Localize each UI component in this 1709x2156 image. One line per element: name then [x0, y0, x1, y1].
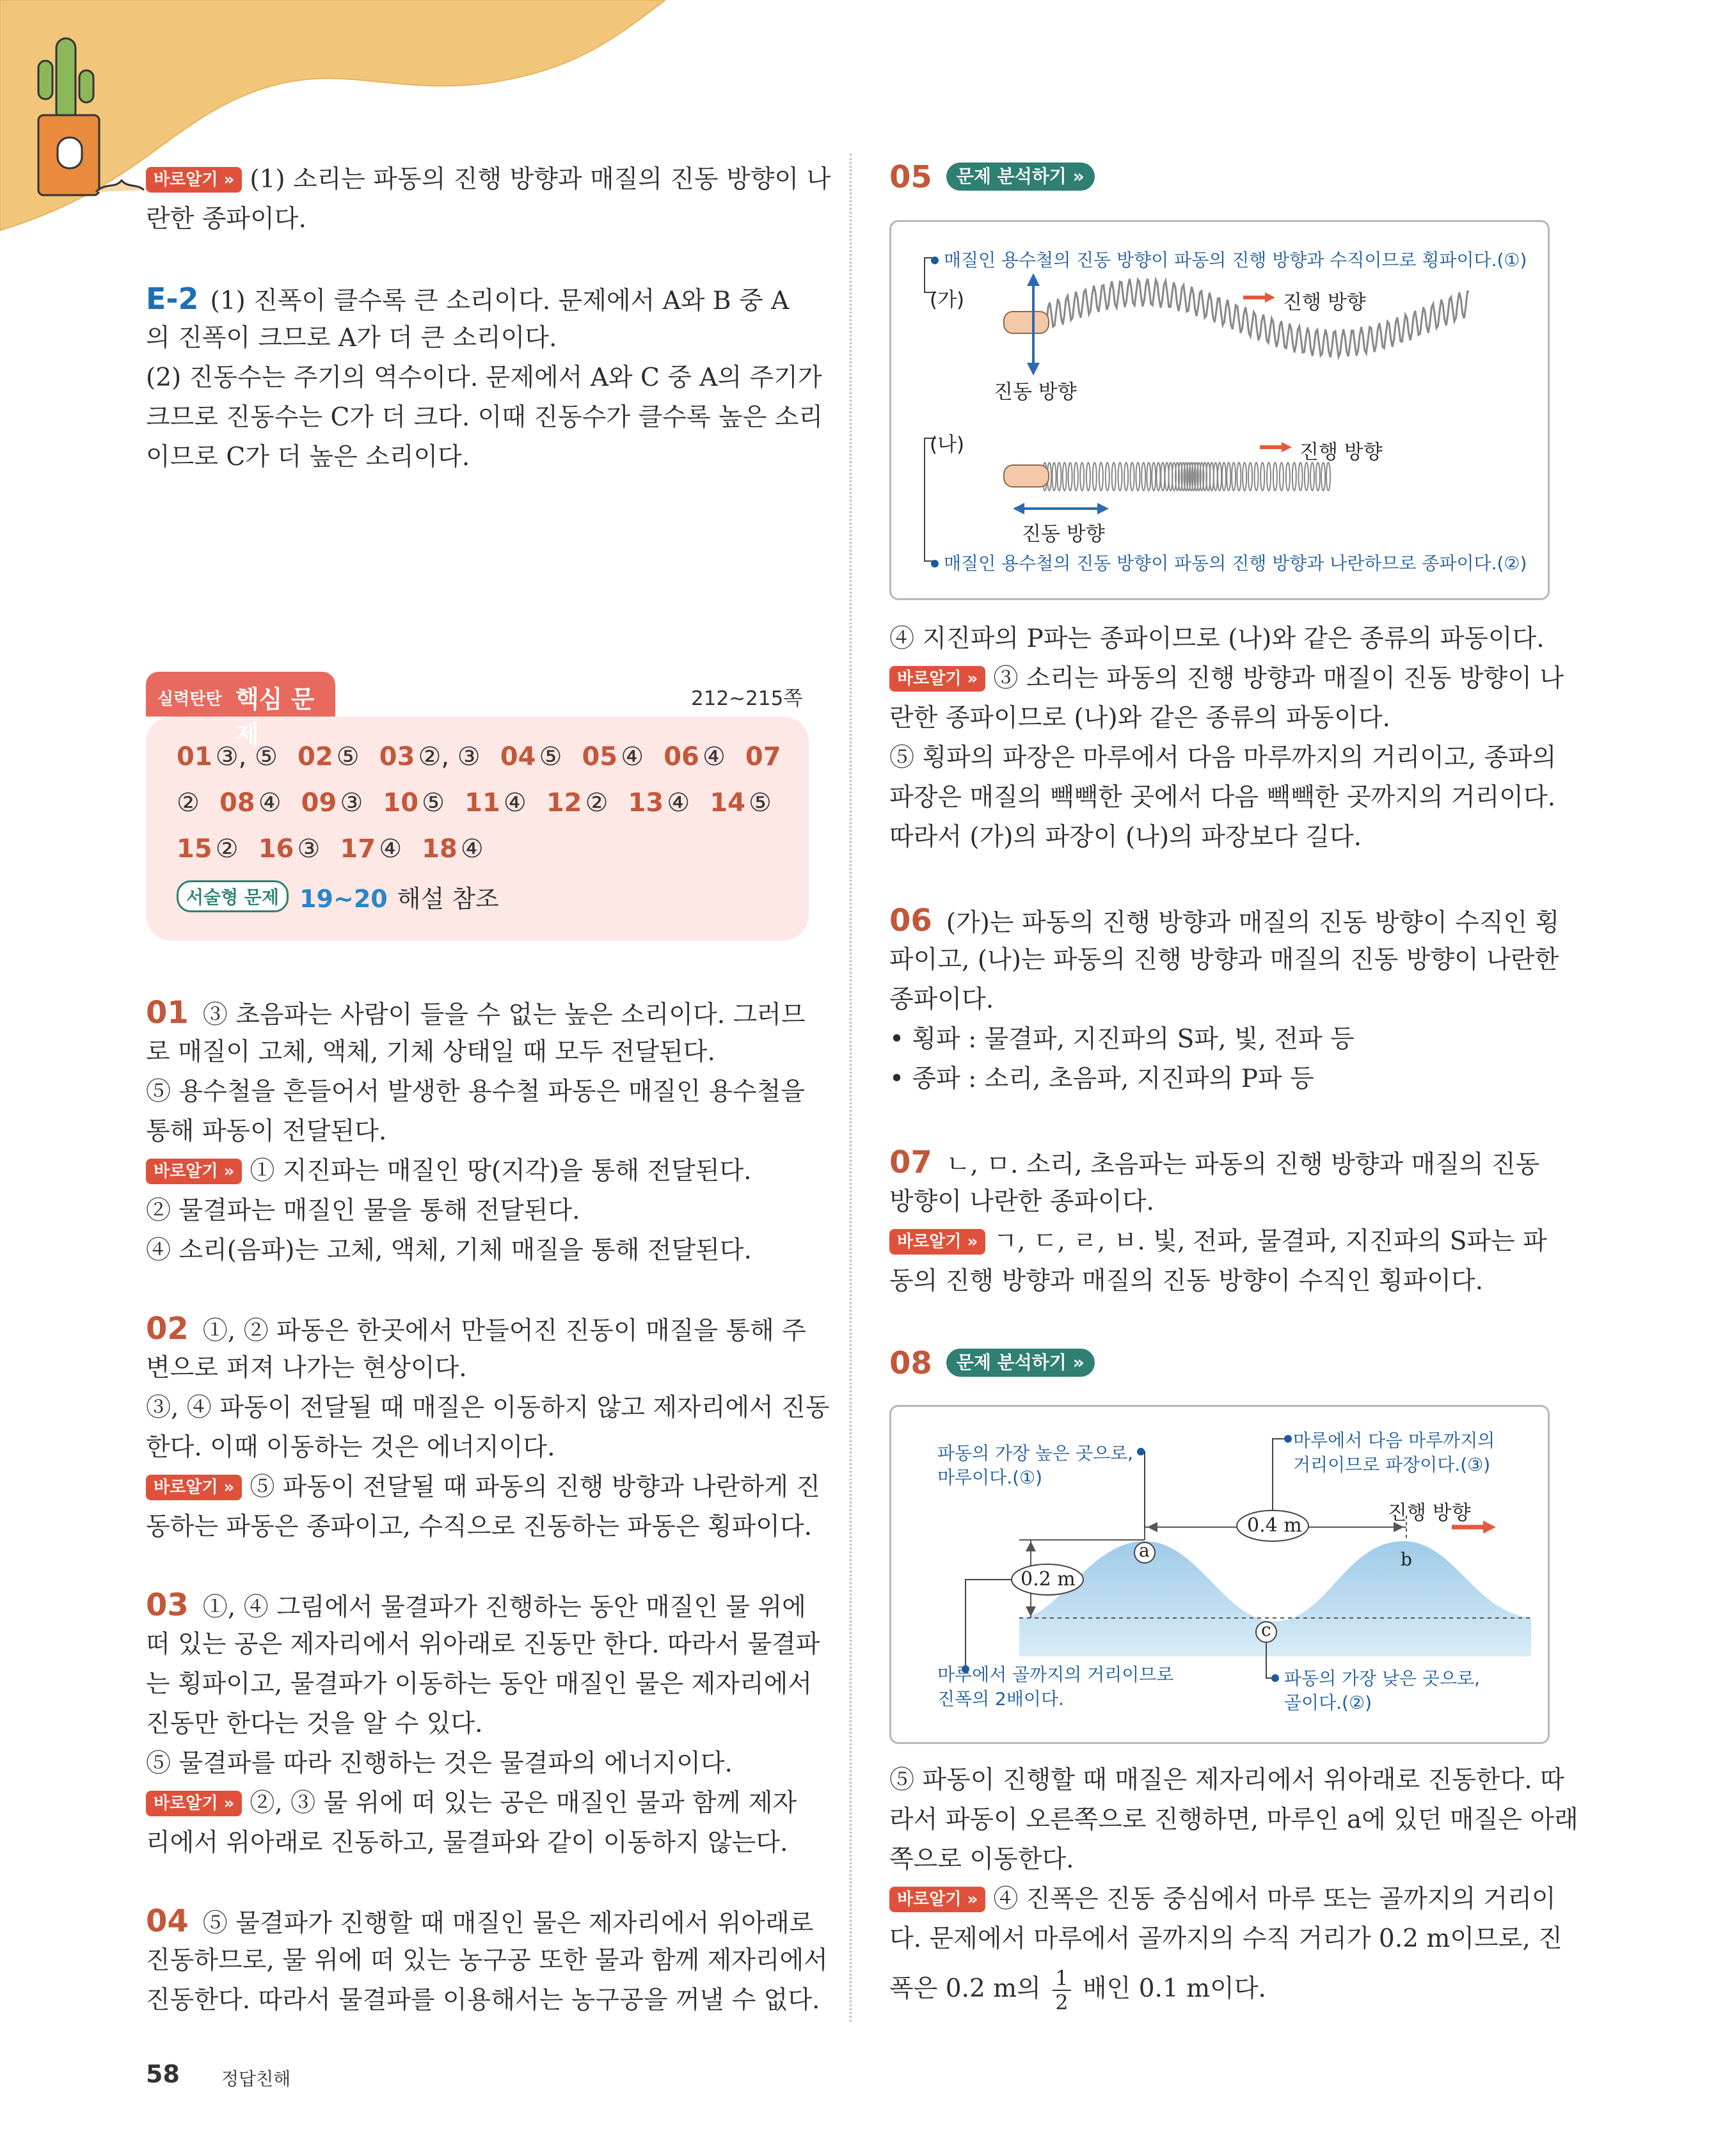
q03-line-2: 떠 있는 공은 제자리에서 위아래로 진동만 한다. 따라서 물결파 [146, 1630, 820, 1659]
q05-b-dir: 진행 방향 [1300, 441, 1383, 464]
q03-tag-line: 바로알기 » ②, ③ 물 위에 떠 있는 공은 매질인 물과 함께 제자 [146, 1784, 797, 1823]
q05-a-vib: 진동 방향 [994, 381, 1077, 404]
q02-tag-line: 바로알기 » ⑤ 파동이 전달될 때 파동의 진행 방향과 나란하게 진 [146, 1468, 820, 1507]
answer-row-2: ② 08 ④ 09 ③ 10 ⑤ 11 ④ 12 ② 13 ④ 14 ⑤ [177, 788, 772, 818]
q03-line-3: 는 횡파이고, 물결파가 이동하는 동안 매질인 물은 제자리에서 [146, 1670, 813, 1699]
q08-line-6: 폭은 0.2 m의 $\frac{1}{2}$ 배인 0.1 m이다. [889, 1966, 1266, 2015]
e2-line-1: E-2 (1) 진폭이 클수록 큰 소리이다. 문제에서 A와 B 중 A [146, 281, 790, 316]
q08-crest-note: 파동의 가장 높은 곳으로, 마루이다.(①) [937, 1443, 1134, 1488]
intro-line-2: 란한 종파이다. [146, 205, 306, 234]
q07-line-4: 동의 진행 방향과 매질의 진동 방향이 수직인 횡파이다. [889, 1267, 1484, 1296]
q01-line-4: 통해 파동이 전달된다. [146, 1117, 387, 1146]
hand-icon-2 [1004, 465, 1049, 487]
q08-point-b: b [1401, 1549, 1412, 1570]
q02-line-1: 02 ①, ② 파동은 한곳에서 만들어진 진동이 매질을 통해 주 [146, 1311, 806, 1347]
q08-line-3: 쪽으로 이동한다. [889, 1845, 1074, 1874]
q05-note-top: 매질인 용수철의 진동 방향이 파동의 진행 방향과 수직이므로 횡파이다.(①) [931, 246, 1527, 272]
q08-line-2: 라서 파동이 오른쪽으로 진행하면, 마루인 a에 있던 매질은 아래 [889, 1805, 1578, 1834]
q03-line-4: 진동만 한다는 것을 알 수 있다. [146, 1709, 483, 1738]
q01-line-6: ② 물결파는 매질인 물을 통해 전달된다. [146, 1196, 580, 1225]
q08-line-1: ⑤ 파동이 진행할 때 매질은 제자리에서 위아래로 진동한다. 따 [889, 1766, 1564, 1795]
q07-tag-line: 바로알기 » ㄱ, ㄷ, ㄹ, ㅂ. 빛, 전파, 물결파, 지진파의 S파는 파 [889, 1222, 1547, 1262]
q05-line-6: 따라서 (가)의 파장이 (나)의 파장보다 길다. [889, 823, 1362, 852]
q06-line-4: • 횡파 : 물결파, 지진파의 S파, 빛, 전파 등 [889, 1025, 1355, 1054]
column-divider [850, 154, 852, 2022]
q01-line-1: 01 ③ 초음파는 사람이 들을 수 없는 높은 소리이다. 그러므 [146, 995, 806, 1031]
q05-label-b: (나) [930, 433, 965, 456]
q08-tag-line: 바로알기 » ④ 진폭은 진동 중심에서 마루 또는 골까지의 거리이 [889, 1880, 1556, 1919]
core-tab: 실력탄탄 핵심 문제 [146, 672, 335, 717]
q01-line-3: ⑤ 용수철을 흔들어서 발생한 용수철 파동은 매질인 용수철을 [146, 1077, 805, 1106]
hand-icon [1004, 312, 1049, 333]
q05-line-5: 파장은 매질의 빽빽한 곳에서 다음 빽빽한 곳까지의 거리이다. [889, 783, 1556, 812]
q05-a-dir: 진행 방향 [1283, 291, 1366, 314]
q05-header: 05 문제 분석하기 » [889, 157, 1095, 200]
q05-line-1: ④ 지진파의 P파는 종파이므로 (나)와 같은 종류의 파동이다. [889, 624, 1545, 653]
q04-line-3: 진동한다. 따라서 물결파를 이용해서는 농구공을 꺼낼 수 없다. [146, 1986, 820, 2015]
q08-line-5: 다. 문제에서 마루에서 골까지의 수직 거리가 0.2 m이므로, 진 [889, 1924, 1562, 1953]
q08-point-a: a [1139, 1540, 1150, 1561]
answer-row-1: 01 ③, ⑤ 02 ⑤ 03 ②, ③ 04 ⑤ 05 ④ 06 ④ 07 [177, 742, 781, 772]
q03-line-1: 03 ①, ④ 그림에서 물결파가 진행하는 동안 매질인 물 위에 [146, 1587, 806, 1623]
q05-label-a: (가) [930, 289, 965, 312]
e2-line-3: (2) 진동수는 주기의 역수이다. 문제에서 A와 C 중 A의 주기가 [146, 363, 822, 392]
e2-line-5: 이므로 C가 더 높은 소리이다. [146, 443, 470, 472]
q02-line-3: ③, ④ 파동이 전달될 때 매질은 이동하지 않고 제자리에서 진동 [146, 1393, 830, 1422]
q01-tag-line: 바로알기 » ① 지진파는 매질인 땅(지각)을 통해 전달된다. [146, 1152, 752, 1191]
q06-line-5: • 종파 : 소리, 초음파, 지진파의 P파 등 [889, 1065, 1314, 1093]
intro-line-1: 바로알기 » (1) 소리는 파동의 진행 방향과 매질의 진동 방향이 나 [146, 160, 831, 200]
q08-point-c: c [1261, 1619, 1271, 1640]
q08-trough-note: 파동의 가장 낮은 곳으로, 골이다.(②) [1284, 1668, 1481, 1713]
q02-line-6: 동하는 파동은 종파이고, 수직으로 진동하는 파동은 횡파이다. [146, 1512, 813, 1541]
page-number: 58 [146, 2060, 180, 2088]
longitudinal-spring [1043, 463, 1330, 491]
transverse-spring [1045, 279, 1469, 358]
q07-line-1: 07 ㄴ, ㅁ. 소리, 초음파는 파동의 진행 방향과 매질의 진동 [889, 1145, 1540, 1180]
q04-line-1: 04 ⑤ 물결파가 진행할 때 매질인 물은 제자리에서 위아래로 [146, 1903, 814, 1939]
q08-dist: 0.4 m [1247, 1514, 1302, 1537]
answer-row-3: 15 ② 16 ③ 17 ④ 18 ④ [177, 834, 484, 864]
q03-line-7: 리에서 위아래로 진동하고, 물결파와 같이 이동하지 않는다. [146, 1828, 788, 1857]
q08-wavelength-note: 마루에서 다음 마루까지의 거리이므로 파장이다.(③) [1293, 1430, 1495, 1475]
q06-line-2: 파이고, (나)는 파동의 진행 방향과 매질의 진동 방향이 나란한 [889, 946, 1559, 974]
footer-label: 정답친해 [221, 2068, 291, 2089]
q02-line-4: 한다. 이때 이동하는 것은 에너지이다. [146, 1433, 555, 1462]
q08-diagram [889, 1405, 1550, 1744]
q06-line-3: 종파이다. [889, 985, 994, 1014]
q05-line-3: 란한 종파이므로 (나)와 같은 종류의 파동이다. [889, 704, 1390, 733]
essay-row: 서술형 문제 19~20 해설 참조 [177, 879, 499, 914]
q08-dir: 진행 방향 [1388, 1502, 1471, 1525]
core-pages: 212~215쪽 [691, 687, 803, 710]
e2-line-4: 크므로 진동수는 C가 더 크다. 이때 진동수가 클수록 높은 소리 [146, 403, 823, 432]
q05-diagram [889, 220, 1550, 600]
q06-line-1: 06 (가)는 파동의 진행 방향과 매질의 진동 방향이 수직인 횡 [889, 903, 1560, 939]
q04-line-2: 진동하므로, 물 위에 떠 있는 농구공 또한 물과 함께 제자리에서 [146, 1946, 828, 1975]
water-wave [1019, 1541, 1531, 1656]
q05-line-4: ⑤ 횡파의 파장은 마루에서 다음 마루까지의 거리이고, 종파의 [889, 743, 1557, 772]
q01-line-7: ④ 소리(음파)는 고체, 액체, 기체 매질을 통해 전달된다. [146, 1236, 752, 1265]
q05-tag-line: 바로알기 » ③ 소리는 파동의 진행 방향과 매질이 진동 방향이 나 [889, 659, 1564, 699]
q02-line-2: 변으로 퍼져 나가는 현상이다. [146, 1354, 467, 1383]
q08-header: 08 문제 분석하기 » [889, 1344, 1095, 1386]
q05-b-vib: 진동 방향 [1022, 523, 1105, 546]
q01-line-2: 로 매질이 고체, 액체, 기체 상태일 때 모두 전달된다. [146, 1038, 715, 1066]
q05-note-bottom: 매질인 용수철의 진동 방향이 파동의 진행 방향과 나란하므로 종파이다.(②) [931, 550, 1527, 575]
q08-height: 0.2 m [1021, 1568, 1076, 1590]
e2-line-2: 의 진폭이 크므로 A가 더 큰 소리이다. [146, 324, 557, 353]
q08-amp-note: 마루에서 골까지의 거리이므로 진폭의 2배이다. [937, 1664, 1174, 1709]
corner-decoration [0, 0, 665, 243]
q07-line-2: 방향이 나란한 종파이다. [889, 1187, 1154, 1216]
q03-line-5: ⑤ 물결파를 따라 진행하는 것은 물결파의 에너지이다. [146, 1749, 733, 1778]
fraction-half: $\frac{1}{2}$ [1053, 1967, 1070, 2014]
